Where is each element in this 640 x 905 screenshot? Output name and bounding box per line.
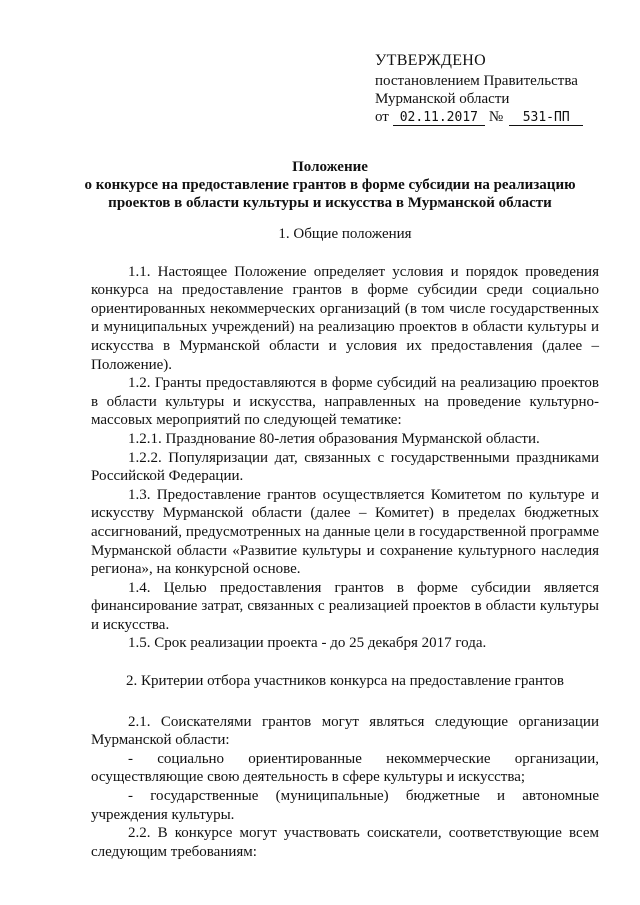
- section-heading: 2. Критерии отбора участников конкурса на предоставление грантов: [126, 673, 564, 690]
- list-item: - государственные (муниципальные) бюджетные и автономные учреждения культуры.: [91, 788, 599, 823]
- title-line: о конкурсе на предоставление грантов в форме субсидии на реализацию: [84, 177, 576, 193]
- paragraph: 1.2.1. Празднование 80-летия образования Мурманской области.: [128, 430, 540, 447]
- list-item: - социально ориентированные некоммерческие организации, осуществляющие свою деятельность в сфере культуры и искусства;: [91, 750, 599, 786]
- title-line: Положение: [292, 159, 368, 175]
- approval-date-line: [375, 108, 615, 126]
- paragraph: 1.1. Настоящее Положение определяет условия и порядок проведения конкурса на предоставление грантов в форме субсидии среди социально ориентированных некоммерческих организаций (в том числе государственных и муниципальных учреждений) на реализацию проектов в области культуры и искусства в Мурманской области и условия их предоставления (далее – Положение).: [91, 263, 599, 373]
- approval-line: постановлением Правительства: [375, 73, 578, 89]
- approval-block: [375, 52, 615, 126]
- section-heading: 1. Общие положения: [278, 226, 412, 242]
- paragraph: 1.5. Срок реализации проекта - до 25 декабря 2017 года.: [128, 635, 487, 652]
- paragraph: 1.2.2. Популяризации дат, связанных с государственными праздниками Российской Федерации.: [91, 449, 599, 485]
- document-body: [91, 225, 599, 861]
- paragraph: 2.2. В конкурсе могут участвовать соискатели, соответствующие всем следующим требованиям:: [91, 825, 599, 860]
- paragraph: 1.3. Предоставление грантов осуществляется Комитетом по культуре и искусству Мурманской области (далее – Комитет) в пределах бюджетных ассигнований, предусмотренных на данные цели в государственной программе Мурманской области «Развитие культуры и сохранение культурного наследия региона», на конкурсной основе.: [91, 486, 599, 578]
- paragraph: 1.4. Целью предоставления грантов в форме субсидии является финансирование затрат, связанных с реализацией проектов в области культуры и искусства.: [91, 579, 599, 633]
- from-label: от: [375, 109, 389, 125]
- paragraph: 2.1. Соискателями грантов могут являться следующие организации Мурманской области:: [91, 713, 599, 749]
- title-line: проектов в области культуры и искусства в Мурманской области: [108, 195, 552, 211]
- paragraph: 1.2. Гранты предоставляются в форме субсидий на реализацию проектов в области культуры и искусства, направленных на проведение культурно-массовых мероприятий по следующей тематике:: [91, 375, 599, 429]
- approval-heading: УТВЕРЖДЕНО: [375, 52, 487, 69]
- approval-line: Мурманской области: [375, 91, 510, 107]
- approval-number: 531-ПП: [509, 110, 583, 126]
- document-title: [40, 158, 620, 212]
- number-label: №: [488, 109, 504, 125]
- approval-date: 02.11.2017: [393, 110, 485, 126]
